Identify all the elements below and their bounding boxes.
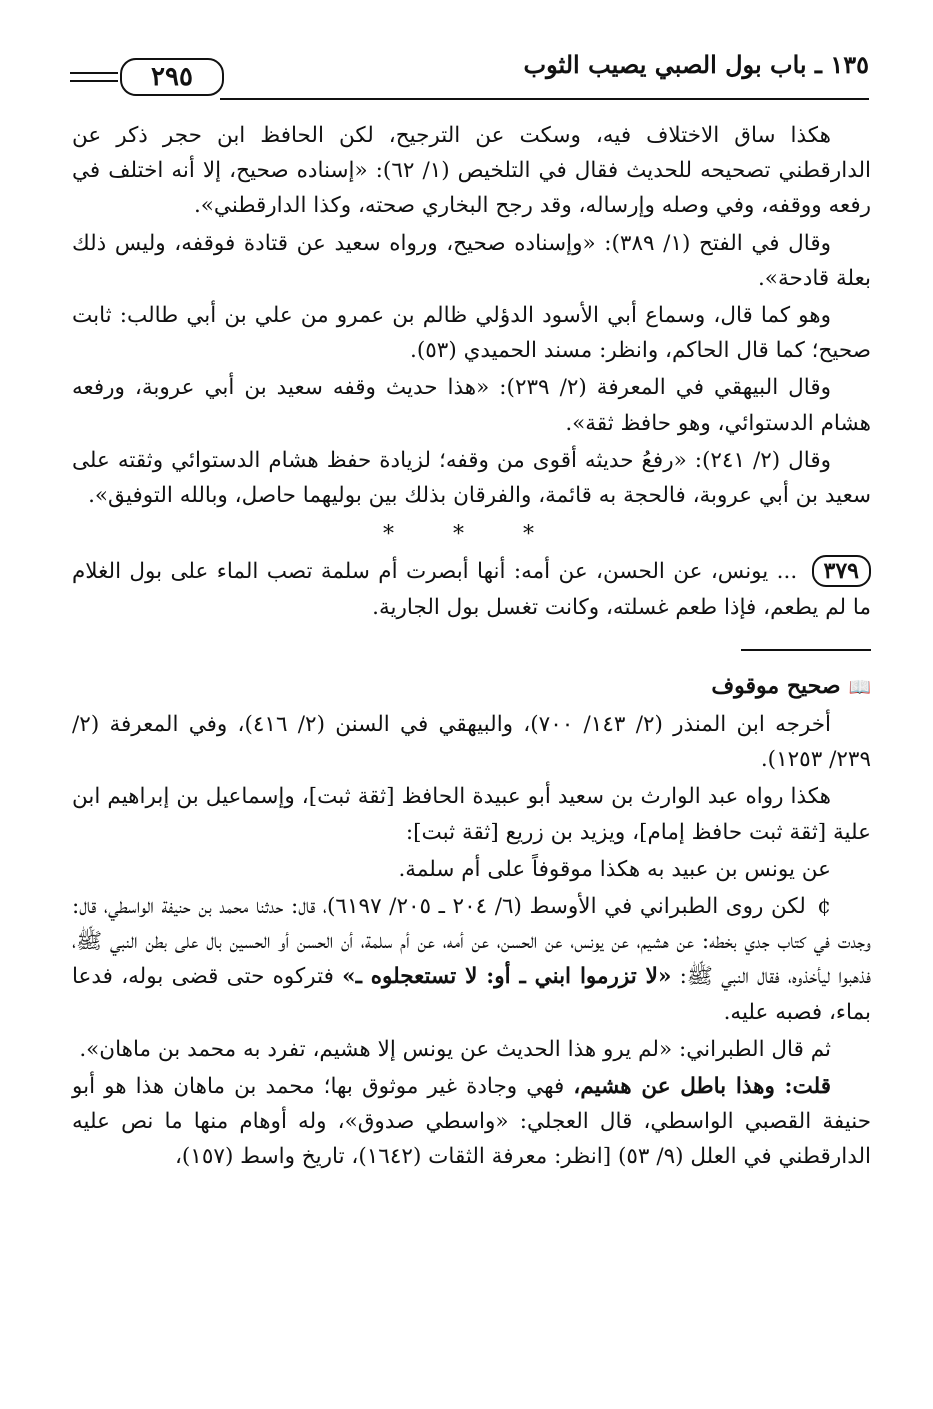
grading-label: صحيح موقوف xyxy=(711,672,841,699)
page-content xyxy=(72,118,871,1177)
prophetic-quote: «لا تزرموا ابني ـ أو: لا تستعجلوه ـ» xyxy=(342,964,672,990)
paragraph: وهو كما قال، وسماع أبي الأسود الدؤلي ظالم بن عمرو من علي بن أبي طالب: ثابت صحيح؛ كما قال الحاكم، وانظر: مسند الحميدي (٥٣). xyxy=(72,303,871,364)
paragraph: عن يونس بن عبيد به هكذا موقوفاً على أم سلمة. xyxy=(398,856,831,882)
footnote-divider xyxy=(741,649,871,651)
author-verdict: قلت: وهذا باطل عن هشيم، xyxy=(573,1074,831,1100)
text-run: فتركوه حتى قضى بوله، فدعا بماء، فصبه عليه. xyxy=(72,964,871,1025)
hadith-text: ... يونس، عن الحسن، عن أمه: أنها أبصرت أم سلمة تصب الماء على بول الغلام ما لم يطعم، فإذا طعم غسلته، وكانت تغسل بول الجارية. xyxy=(72,559,871,620)
chapter-title: ١٣٥ ـ باب بول الصبي يصيب الثوب xyxy=(523,50,869,79)
paragraph: هكذا ساق الاختلاف فيه، وسكت عن الترجيح، لكن الحافظ ابن حجر ذكر عن الدارقطني تصحيحه للحديث فقال في التلخيص (١/ ٦٢): «إسناده صحيح، إلا أنه اختلف في رفعه ووقفه، وفي وصله وإرساله، وقد رجح البخاري صحته، وكذا الدارقطني». xyxy=(72,123,872,219)
paragraph: وقال (٢/ ٢٤١): «رفعُ حديثه أقوى من وقفه؛ لزيادة حفظ هشام الدستوائي وثقته على سعيد بن أبي عروبة، فالحجة به قائمة، والفرقان بذلك بين بوليهما حاصل، وبالله التوفيق». xyxy=(72,447,871,509)
hadith-text-block xyxy=(72,554,871,624)
book-icon: 📖 xyxy=(848,676,871,698)
paragraph: أخرجه ابن المنذر (٢/ ١٤٣/ ٧٠٠)، والبيهقي في السنن (٢/ ٤١٦)، وفي المعرفة (٢/ ٢٣٩/ ١٢٥٣). xyxy=(72,712,871,773)
paragraph: ثم قال الطبراني: «لم يرو هذا الحديث عن يونس إلا هشيم، تفرد به محمد بن ماهان». xyxy=(79,1036,831,1062)
page-header xyxy=(70,40,869,120)
paragraph: وقال في الفتح (١/ ٣٨٩): «وإسناده صحيح، ورواه سعيد عن قتادة فوقفه، وليس ذلك بعلة قادحة». xyxy=(72,230,871,291)
grading-heading xyxy=(72,669,871,705)
text-run: لكن روى الطبراني في الأوسط (٦/ ٢٠٤ ـ ٢٠٥/ ٦١٩٧)، قال: حدثنا محمد بن حنيفة الواسطي، قال: وجدت في كتاب جدي بخطه: عن هشيم، عن يونس، عن الحسن، عن أمه، عن أم سلمة، أن الحسن أو الحسين بال على بطن النبي ﷺ، فذهبوا ليأخذوه، فقال النبي ﷺ: xyxy=(72,894,871,990)
section-separator: * * * xyxy=(383,522,560,548)
paragraph xyxy=(72,889,871,1030)
header-rule xyxy=(220,98,869,100)
paragraph xyxy=(72,1069,871,1175)
bullet-icon: ¢ xyxy=(817,894,832,920)
paragraph: هكذا رواه عبد الوارث بن سعيد أبو عبيدة الحافظ [ثقة ثبت]، وإسماعيل بن إبراهيم ابن علية [ثقة ثبت حافظ إمام]، ويزيد بن زريع [ثقة ثبت]: xyxy=(72,784,871,845)
page-number: ٢٩٥ xyxy=(120,58,224,96)
header-rule-left xyxy=(70,72,118,82)
text-run: فهي وجادة غير موثوق بها؛ محمد بن ماهان هذا هو أبو حنيفة القصبي الواسطي، قال العجلي: «واسطي صدوق»، وله أوهام منها ما نص عليه الدارقطني في العلل (٩/ ٥٣) [انظر: معرفة الثقات (١٦٤٢)، تاريخ واسط (١٥٧)، xyxy=(72,1074,871,1170)
paragraph: وقال البيهقي في المعرفة (٢/ ٢٣٩): «هذا حديث وقفه سعيد بن أبي عروبة، ورفعه هشام الدستوائي، وهو حافظ ثقة». xyxy=(72,375,871,436)
hadith-number: ٣٧٩ xyxy=(812,555,871,587)
